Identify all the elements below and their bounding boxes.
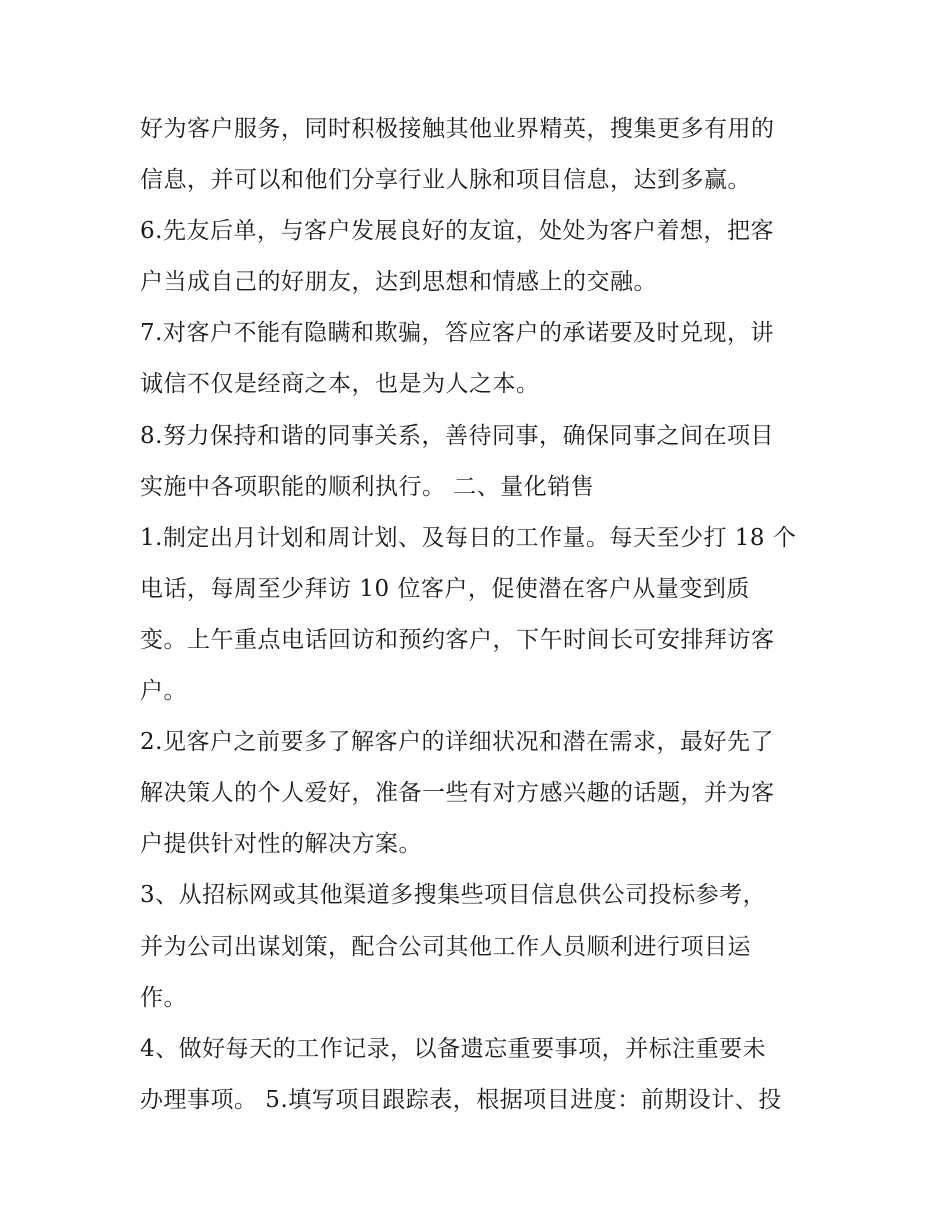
text-line: 解决策人的个人爱好，准备一些有对方感兴趣的话题，并为客 <box>140 780 775 807</box>
text-line: 8.努力保持和谐的同事关系，善待同事，确保同事之间在项目 <box>140 422 774 449</box>
text-line: 7.对客户不能有隐瞒和欺骗，答应客户的承诺要及时兑现，讲 <box>140 320 774 347</box>
text-line: 并为公司出谋划策，配合公司其他工作人员顺利进行项目运 <box>140 933 751 960</box>
text-line: 1.制定出月计划和周计划、及每日的工作量。每天至少打 18 个 <box>140 524 797 551</box>
text-line: 电话，每周至少拜访 10 位客户，促使潜在客户从量变到质 <box>140 575 750 602</box>
text-line: 户提供针对性的解决方案。 <box>140 831 422 858</box>
text-line: 好为客户服务，同时积极接触其他业界精英，搜集更多有用的 <box>140 116 775 142</box>
text-line: 6.先友后单，与客户发展良好的友谊，处处为客户着想，把客 <box>140 218 774 245</box>
text-line: 变。上午重点电话回访和预约客户，下午时间长可安排拜访客 <box>140 626 775 653</box>
text-line: 3、从招标网或其他渠道多搜集些项目信息供公司投标参考， <box>140 882 767 909</box>
body-text <box>140 104 820 1126</box>
text-line: 实施中各项职能的顺利执行。 二、量化销售 <box>140 473 595 500</box>
text-line: 户。 <box>140 678 187 705</box>
text-line: 信息，并可以和他们分享行业人脉和项目信息，达到多赢。 <box>140 167 751 194</box>
text-line: 4、做好每天的工作记录，以备遗忘重要事项，并标注重要未 <box>140 1035 767 1062</box>
text-line: 户当成自己的好朋友，达到思想和情感上的交融。 <box>140 269 657 296</box>
text-line: 诚信不仅是经商之本，也是为人之本。 <box>140 371 540 398</box>
text-line: 2.见客户之前要多了解客户的详细状况和潜在需求，最好先了 <box>140 729 774 756</box>
text-line: 作。 <box>140 984 187 1011</box>
text-line: 办理事项。 5.填写项目跟踪表，根据项目进度：前期设计、投 <box>140 1086 782 1113</box>
